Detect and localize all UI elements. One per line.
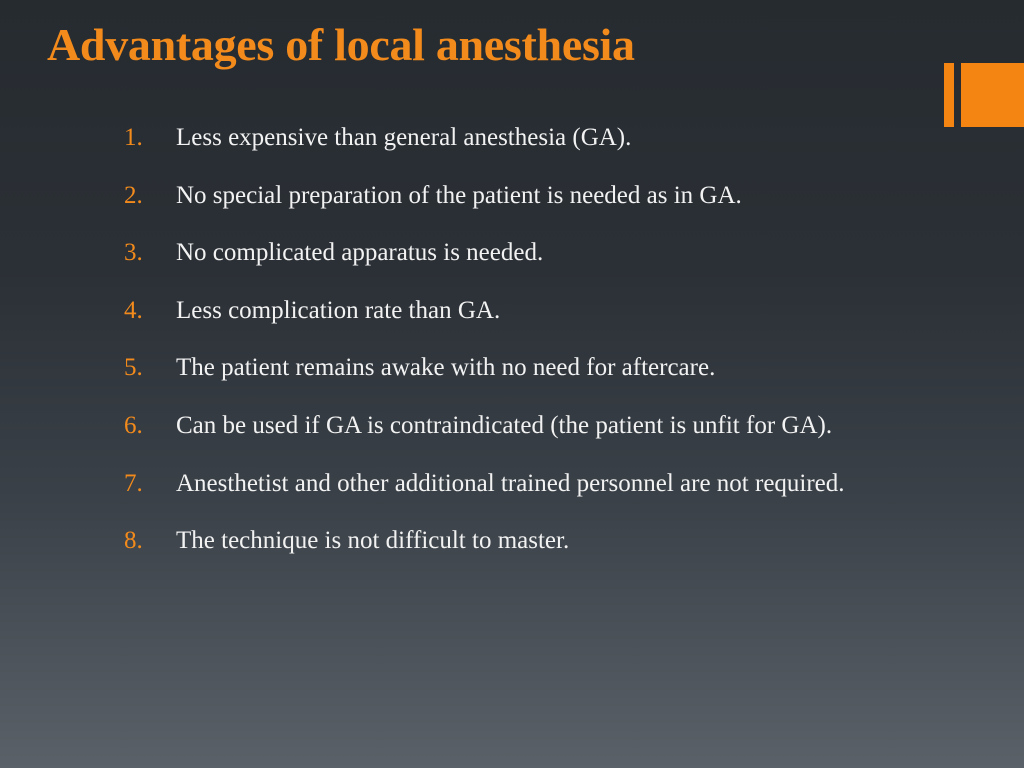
list-item-number: 3. (124, 239, 143, 267)
list-item (0, 227, 917, 279)
list-item-text: No complicated apparatus is needed. (176, 239, 544, 267)
list-item (0, 400, 917, 452)
list-item (0, 458, 917, 510)
advantages-list (0, 112, 1024, 573)
list-item (0, 170, 917, 222)
list-item-number: 5. (124, 354, 143, 382)
slide-title: Advantages of local anesthesia (47, 19, 635, 70)
list-item-number: 8. (124, 527, 143, 555)
list-item-number: 6. (124, 411, 143, 439)
list-item-text: Anesthetist and other additional trained personnel are not required. (176, 469, 845, 497)
list-item-text: Less complication rate than GA. (176, 296, 501, 324)
list-item (0, 342, 917, 394)
list-item-number: 2. (124, 181, 143, 209)
list-item-text: The technique is not difficult to master. (176, 527, 570, 555)
list-item-number: 1. (124, 124, 143, 151)
list-item (0, 112, 917, 164)
list-item (0, 285, 917, 337)
list-item-text: Less expensive than general anesthesia (GA). (176, 124, 632, 151)
list-item-text: No special preparation of the patient is needed as in GA. (176, 181, 742, 209)
list-item-text: Can be used if GA is contraindicated (the patient is unfit for GA). (176, 411, 833, 439)
list-item-number: 7. (124, 469, 143, 497)
list-item-number: 4. (124, 296, 143, 324)
list-item-text: The patient remains awake with no need for aftercare. (176, 354, 716, 382)
list-item (0, 515, 917, 567)
